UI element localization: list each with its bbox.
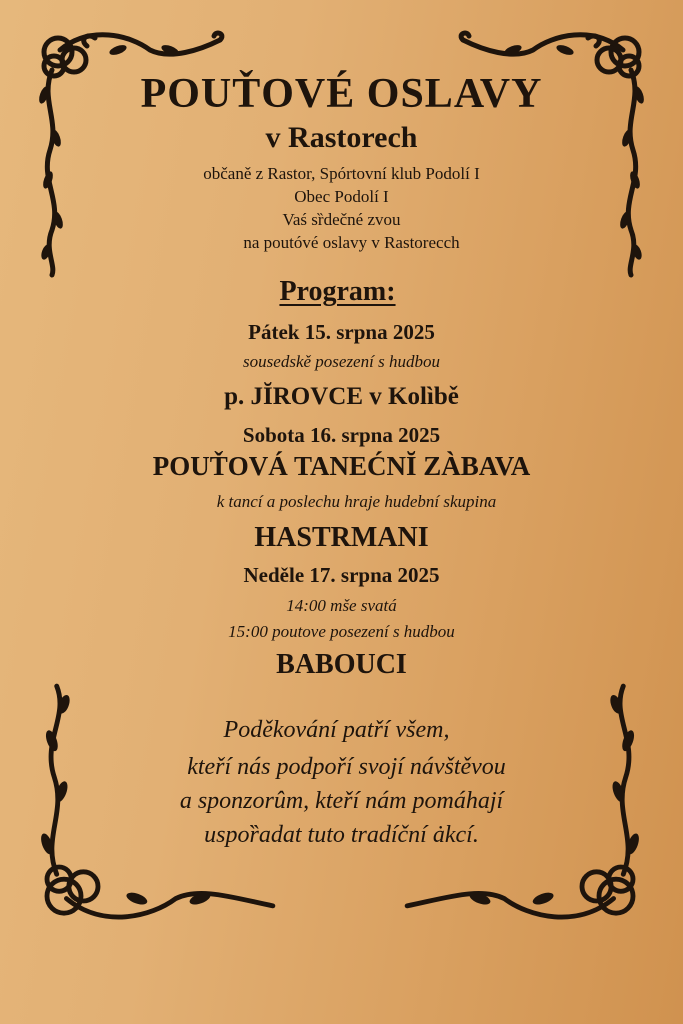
day-saturday-note: k tancí a poslechu hraje hudební skupina — [216, 492, 497, 511]
program-heading-text: Program: — [279, 276, 396, 307]
day-saturday-performer: HASTRMANI — [254, 522, 429, 553]
day-saturday-date: Sobota 16. srpna 2025 — [242, 423, 441, 447]
day-saturday-event: POUŤOVÁ TANEĆNĬ ZÀBAVA — [152, 451, 531, 481]
day-sunday-note-gathering: 15:00 poutove posezení s hudbou — [228, 622, 455, 641]
poster-title: POUŤOVÉ OSLAVY — [140, 71, 543, 117]
day-friday-note: sousedskě posezení s hudbou — [243, 352, 440, 371]
day-sunday-performer: BABOUCI — [276, 649, 407, 680]
thanks-line-1: Poděkování patří všem, — [223, 717, 450, 743]
day-friday-performer: p. JĬROVCE v Kolìbě — [224, 383, 459, 410]
intro-line-occasion: na poutóvé oslavy v Rastorecch — [243, 233, 460, 252]
intro-line-invite: Vaś sȑdečné zvou — [282, 210, 401, 229]
poster-subtitle: v Rastorech — [265, 121, 418, 154]
thanks-line-2: kteří nás podpoří svojí návštěvou — [187, 754, 506, 780]
day-friday-date: Pátek 15. srpna 2025 — [248, 320, 435, 344]
day-sunday-note-mass: 14:00 mše svatá — [286, 596, 397, 615]
intro-line-organizers: občaně z Rastor, Spórtovní klub Podolí I — [203, 164, 480, 183]
intro-line-municipality: Obec Podolí I — [294, 187, 389, 206]
day-sunday-date: Neděle 17. srpna 2025 — [243, 563, 440, 587]
program-heading — [0, 276, 683, 308]
thanks-line-3: a sponzorûm, kteří nám pomáhají — [179, 788, 504, 814]
thanks-line-4: uspoȑadat tuto tradíční ȧkcí. — [204, 822, 479, 848]
